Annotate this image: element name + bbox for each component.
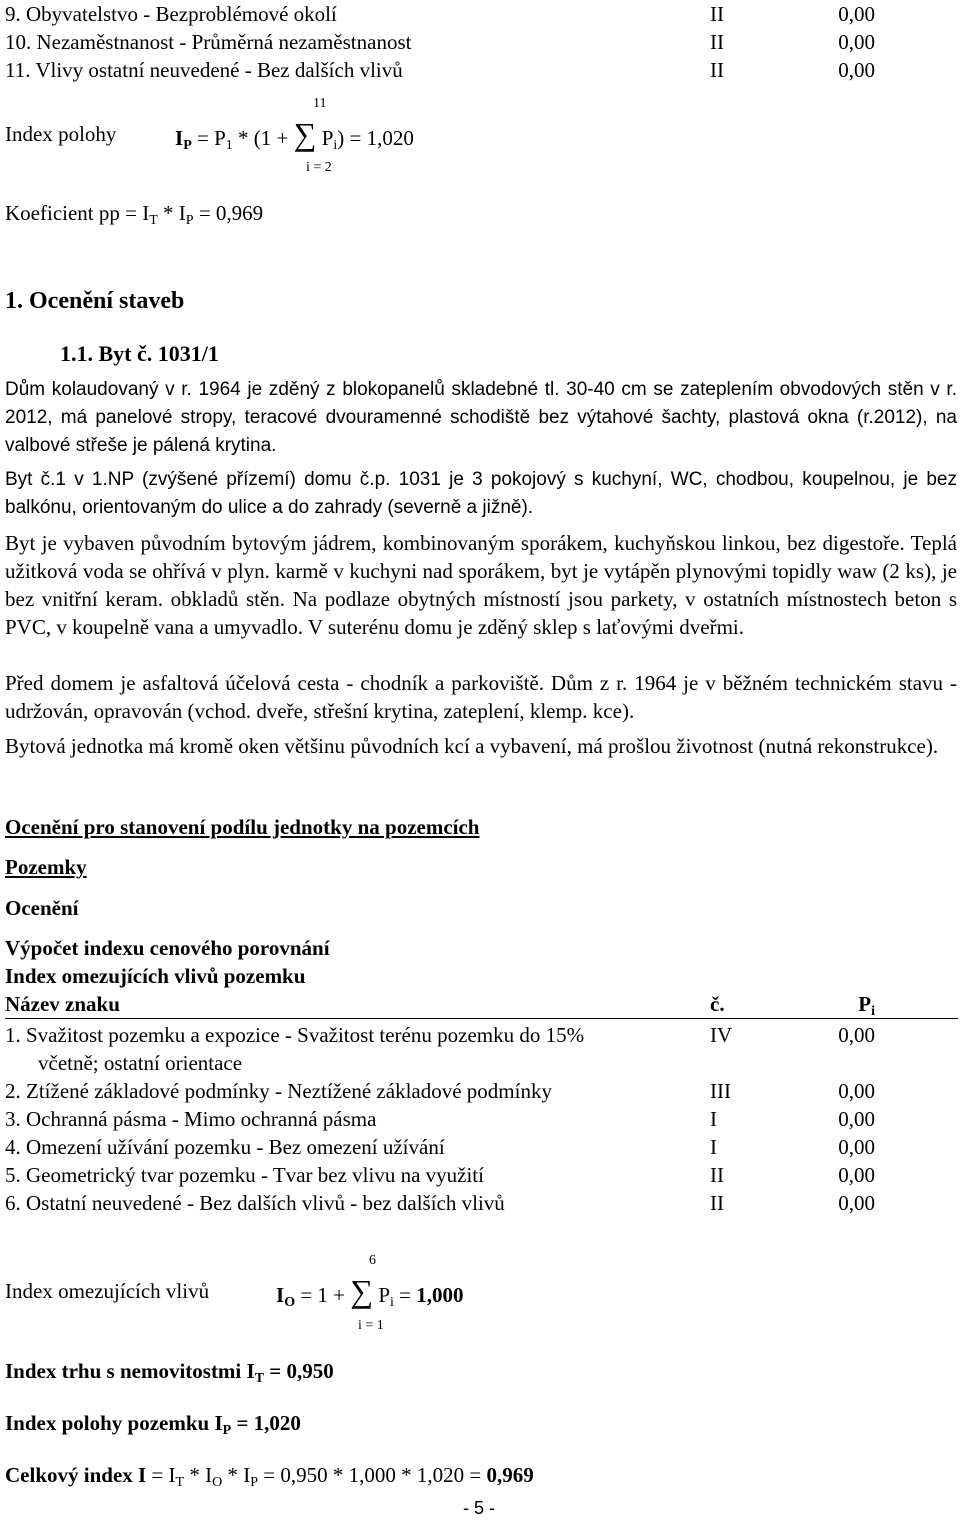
sigma-symbol: ∑ xyxy=(350,1273,374,1309)
sum-lower-limit: i = 2 xyxy=(306,160,332,175)
row-text: 1. Svažitost pozemku a expozice - Svažitost terénu pozemku do 15% xyxy=(5,1023,585,1047)
section-title: 1. Ocenění staveb xyxy=(5,288,185,314)
row-text: 5. Geometrický tvar pozemku - Tvar bez vlivu na využití xyxy=(5,1163,484,1187)
table-row xyxy=(5,1189,875,1217)
table-row xyxy=(5,1161,875,1189)
row-text: 9. Obyvatelstvo - Bezproblémové okolí xyxy=(5,2,337,26)
table-row xyxy=(5,1105,875,1133)
row-class: II xyxy=(710,1163,724,1187)
table-row xyxy=(5,56,875,84)
header-name: Název znaku xyxy=(5,992,120,1016)
row-class: III xyxy=(710,1079,731,1103)
formula-label: Index omezujících vlivů xyxy=(5,1279,210,1303)
row-text-continuation: včetně; ostatní orientace xyxy=(38,1051,243,1075)
row-text: 4. Omezení užívání pozemku - Bez omezení užívání xyxy=(5,1135,445,1159)
table-divider xyxy=(5,1018,958,1019)
row-value: 0,00 xyxy=(838,1135,875,1159)
paragraph-flat: Byt č.1 v 1.NP (zvýšené přízemí) domu č.p. 1031 je 3 pokojový s kuchyní, WC, chodbou, koupelnou, je bez balkónu, orientovaným do ulice a do zahrady (severně a jižně). xyxy=(5,469,957,518)
row-class: I xyxy=(710,1135,717,1159)
formula-expression: $I_O = 1$ + ∑ $P_i = 1,000$ xyxy=(276,1273,464,1310)
row-text: 11. Vlivy ostatní neuvedené - Bez dalších vlivů xyxy=(5,58,403,82)
row-value: 0,00 xyxy=(838,30,875,54)
table-row xyxy=(5,1077,875,1105)
row-class: II xyxy=(710,2,724,26)
row-class: II xyxy=(710,1191,724,1215)
table-row xyxy=(5,28,875,56)
heading-land-share: Ocenění pro stanovení podílu jednotky na pozemcích xyxy=(5,815,480,839)
index-land-position: Index polohy pozemku $I_P = 1,020$ xyxy=(5,1411,301,1438)
row-value: 0,00 xyxy=(838,1163,875,1187)
row-class: II xyxy=(710,30,724,54)
section-subtitle: 1.1. Byt č. 1031/1 xyxy=(60,341,219,366)
koeficient-line: Koeficient pp = $I_T * I_P = 0,969$ xyxy=(5,201,264,228)
row-text: 3. Ochranná pásma - Mimo ochranná pásma xyxy=(5,1107,377,1131)
table-header xyxy=(5,990,875,1018)
heading-land: Pozemky xyxy=(5,855,87,879)
formula-label: Index polohy xyxy=(5,122,117,146)
heading-valuation: Ocenění xyxy=(5,896,79,920)
row-text: 6. Ostatní neuvedené - Bez dalších vlivů - bez dalších vlivů xyxy=(5,1191,505,1215)
row-class: I xyxy=(710,1107,717,1131)
sum-lower-limit: i = 1 xyxy=(358,1318,384,1333)
row-text: 10. Nezaměstnanost - Průměrná nezaměstnanost xyxy=(5,30,412,54)
paragraph-surroundings: Před domem je asfaltová účelová cesta - chodník a parkoviště. Dům z r. 1964 je v běžném technickém stavu - udržován, opravován (vchod. dveře, střešní krytina, zateplení, klemp. kce). xyxy=(5,671,957,723)
paragraph-condition: Bytová jednotka má kromě oken většinu původních kcí a vybavení, má prošlou životnost (nutná rekonstrukce). xyxy=(5,734,939,758)
sigma-symbol: ∑ xyxy=(293,116,317,152)
row-value: 0,00 xyxy=(838,1079,875,1103)
row-value: 0,00 xyxy=(838,1107,875,1131)
paragraph-equipment: Byt je vybaven původním bytovým jádrem, kombinovaným sporákem, kuchyňskou linkou, bez digestoře. Teplá užitková voda se ohřívá v plyn. karmě v kuchyni nad sporákem, byt je vytápěn plynovými topidly waw (2 ks), je bez vnitřní keram. obkladů stěn. Na podlaze obytných místností jsou parkety, v ostatních místnostech beton s PVC, v koupelně vana a umyvadlo. V suterénu domu je zděný sklep s laťovými dveřmi. xyxy=(5,531,957,639)
total-index: Celkový index $I = I_T * I_O * I_P = 0,950 * 1,000 * 1,020 = 0,969$ xyxy=(5,1463,534,1490)
sum-upper-limit: 11 xyxy=(313,96,327,111)
formula-expression: $I_P = P_1 * (1$ + ∑ $P_i) = 1,020$ xyxy=(175,116,414,153)
table-row xyxy=(5,0,875,28)
header-p: $P_i$ xyxy=(858,992,875,1019)
row-text: 2. Ztížené základové podmínky - Neztížené základové podmínky xyxy=(5,1079,552,1103)
heading-calculation: Výpočet indexu cenového porovnání xyxy=(5,936,330,960)
table-row xyxy=(5,1021,875,1049)
row-value: 0,00 xyxy=(838,1191,875,1215)
paragraph-house: Dům kolaudovaný v r. 1964 je zděný z blokopanelů skladebné tl. 30-40 cm se zateplením obvodových stěn v r. 2012, má panelové stropy, teracové dvouramenné schodiště bez výtahové šachty, plastová okna (r.2012), na valbové střeše je pálená krytina. xyxy=(5,379,957,456)
row-value: 0,00 xyxy=(838,2,875,26)
table-row xyxy=(5,1133,875,1161)
header-number: č. xyxy=(710,992,725,1016)
row-value: 0,00 xyxy=(838,1023,875,1047)
page-number: - 5 - xyxy=(463,1498,496,1518)
row-class: II xyxy=(710,58,724,82)
row-class: IV xyxy=(710,1023,733,1047)
index-market: Index trhu s nemovitostmi $I_T = 0,950$ xyxy=(5,1359,334,1386)
row-value: 0,00 xyxy=(838,58,875,82)
sum-upper-limit: 6 xyxy=(369,1253,376,1268)
heading-limit-index: Index omezujících vlivů pozemku xyxy=(5,964,306,988)
